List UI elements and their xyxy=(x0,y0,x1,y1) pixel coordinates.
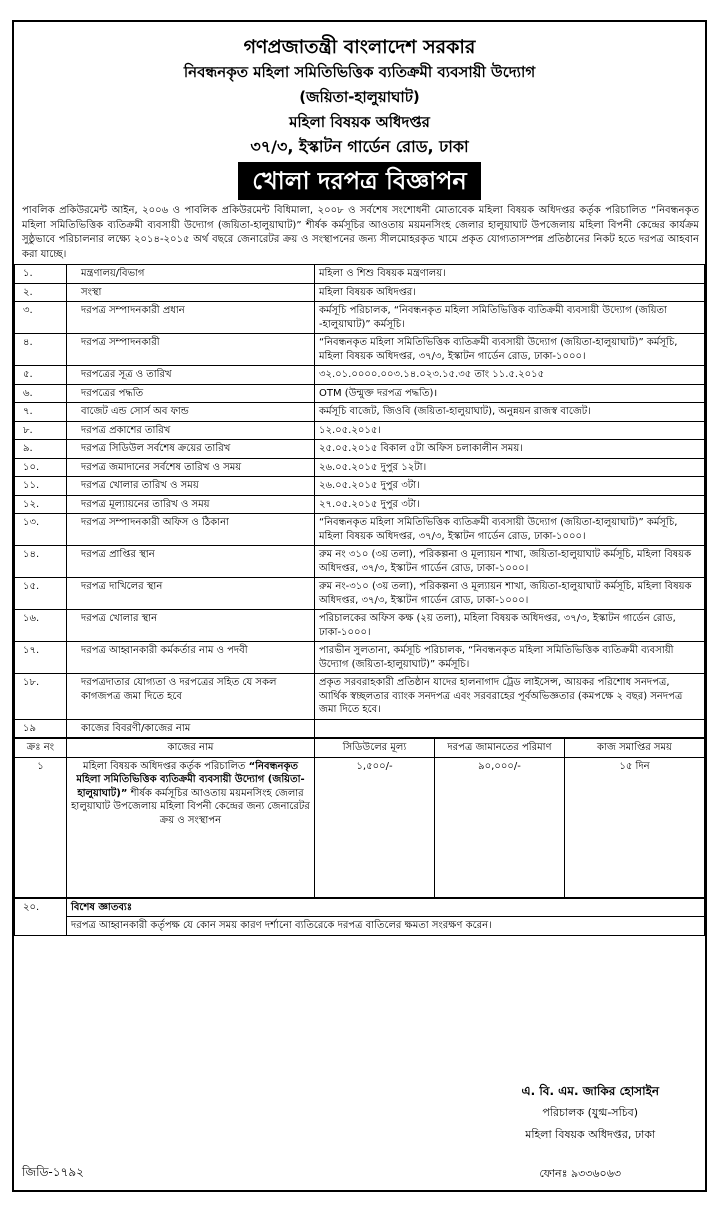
row-label: দরপত্র প্রকাশের তারিখ xyxy=(67,421,315,440)
signatory-name: এ. বি. এম. জাকির হোসাইন xyxy=(521,1084,659,1098)
detail-row xyxy=(15,546,705,578)
row-label: দরপত্র সম্পাদনকারী xyxy=(67,334,315,366)
row-value: “নিবন্ধনকৃত মহিলা সমিতিভিত্তিক ব্যতিক্রমী ব্যবসায়ী উদ্যোগ (জয়িতা-হালুয়াঘাট)” কর্মসূচি, মহিলা বিষয়ক অধিদপ্তর, ৩৭/৩, ইস্কাটন গার্ডেন রোড, ঢাকা-১০০০। xyxy=(315,334,705,366)
project-location: (জয়িতা-হালুয়াঘাট) xyxy=(299,88,420,106)
detail-row xyxy=(15,421,705,440)
detail-row xyxy=(15,384,705,403)
work-row-completion: ১৫ দিন xyxy=(565,757,705,897)
row-number: ১. xyxy=(15,265,67,284)
row-number: ৮. xyxy=(15,421,67,440)
row-number: ৩. xyxy=(15,302,67,334)
row-label: দরপত্র সিডিউল সর্বশেষ ক্রয়ের তারিখ xyxy=(67,440,315,459)
work-header-completion: কাজ সমাপ্তির সময় xyxy=(565,739,705,758)
detail-row xyxy=(15,578,705,610)
row-number: ১১. xyxy=(15,477,67,496)
row-value: ৩২.০১.০০০০.০০৩.১৪.০২৩.১৫.৩৫ তাং ১১.৫.২০১৫ xyxy=(315,366,705,385)
row-number: ১৩. xyxy=(15,514,67,546)
intro-paragraph: পাবলিক প্রকিউরমেন্ট আইন, ২০০৬ ও পাবলিক প্রকিউরমেন্ট বিধিমালা, ২০০৮ ও সর্বশেষ সংশোধনী মোতাবেক মহিলা বিষয়ক অধিদপ্তর কর্তৃক পরিচালিত “নিবন্ধনকৃত মহিলা সমিতিভিত্তিক ব্যতিক্রমী ব্যবসায়ী উদ্যোগ (জয়িতা-হালুয়াঘাট)” শীর্ষক কর্মসূচির আওতায় ময়মনসিংহ জেলার হালুয়াঘাট উপজেলায় মহিলা বিপনী কেন্দ্রের কার্যক্রম সুষ্ঠুভাবে পরিচালনার লক্ষ্যে ২০১৪-২০১৫ অর্থ বছরে জেনারেটর ক্রয় ও সংস্থাপনের জন্য সীলমোহরকৃত খামে প্রকৃত যোগ্যতাসম্পন্ন প্রতিষ্ঠানের নিকট হতে দরপত্র আহবান করা যাচ্ছে। xyxy=(22,205,699,260)
row-value: ১২.০৫.২০১৫। xyxy=(315,421,705,440)
row-number: ১৭. xyxy=(15,642,67,674)
tender-details-table xyxy=(14,264,705,738)
work-header-name: কাজের নাম xyxy=(67,739,315,758)
row-value: ২৭.০৫.২০১৫ দুপুর ৩টা। xyxy=(315,495,705,514)
notice-banner: খোলা দরপত্র বিজ্ঞাপন xyxy=(238,162,481,200)
special-note-no: ২০. xyxy=(15,898,67,935)
work-row-schedule-price: ১,৫০০/- xyxy=(315,757,435,897)
row-label: দরপত্র মূল্যায়নের তারিখ ও সময় xyxy=(67,495,315,514)
signature-block xyxy=(521,1080,659,1146)
row-label: দরপত্র জমাদানের সর্বশেষ তারিখ ও সময় xyxy=(67,458,315,477)
row-value: ২৬.০৫.২০১৫ দুপুর ৩টা। xyxy=(315,477,705,496)
row-value: কর্মসূচি বাজেট, জিওবি (জয়িতা-হালুয়াঘাট), অনুন্নয়ন রাজস্ব বাজেট। xyxy=(315,403,705,422)
row-label: দরপত্র খোলার স্থান xyxy=(67,610,315,642)
row-number: ১৮. xyxy=(15,674,67,720)
work-header-no: ক্রঃ নং xyxy=(15,739,67,758)
row-label: দরপত্রের পদ্ধতি xyxy=(67,384,315,403)
row-value: প্রকৃত সরবরাহকারী প্রতিষ্ঠান যাদের হালনাগাদ ট্রেড লাইসেন্স, আয়কর পরিশোধ সনদপত্র, আর্থিক স্বচ্ছলতার ব্যাংক সনদপত্র এবং সরবরাহের পূর্বঅভিজ্ঞতার (কমপক্ষে ২ বছর) সনদপত্র জমা দিতে হবে। xyxy=(315,674,705,720)
detail-row xyxy=(15,477,705,496)
row-value: মহিলা ও শিশু বিষয়ক মন্ত্রণালয়। xyxy=(315,265,705,284)
work-table xyxy=(14,738,705,898)
row-number: ১৯ xyxy=(15,719,67,738)
row-label: দরপত্রদাতার যোগ্যতা ও দরপত্রের সহিত যে সকল কাগজপত্র জমা দিতে হবে xyxy=(67,674,315,720)
row-label: দরপত্র প্রাপ্তির স্থান xyxy=(67,546,315,578)
row-value: “নিবন্ধনকৃত মহিলা সমিতিভিত্তিক ব্যতিক্রমী ব্যবসায়ী উদ্যোগ (জয়িতা-হালুয়াঘাট)” কর্মসূচি, মহিলা বিষয়ক অধিদপ্তর, ৩৭/৩, ইস্কাটন গার্ডেন রোড, ঢাকা-১০০০। xyxy=(315,514,705,546)
header xyxy=(14,34,705,160)
row-number: ১০. xyxy=(15,458,67,477)
work-header-security: দরপত্র জামানতের পরিমাণ xyxy=(435,739,565,758)
detail-row xyxy=(15,514,705,546)
row-label: দরপত্র সম্পাদনকারী প্রধান xyxy=(67,302,315,334)
row-value: ২৬.০৫.২০১৫ দুপুর ১২টা। xyxy=(315,458,705,477)
row-value: ২৫.০৫.২০১৫ বিকাল ৫টা অফিস চলাকালীন সময়। xyxy=(315,440,705,459)
work-name-post: শীর্ষক কর্মসূচির আওতায় ময়মনসিংহ জেলার হালুয়াঘাট উপজেলায় মহিলা বিপনী কেন্দ্রের জন্য জেনারেটর ক্রয় ও সংস্থাপন xyxy=(71,787,310,826)
detail-row xyxy=(15,642,705,674)
row-value: পারভীন সুলতানা, কর্মসূচি পরিচালক, “নিবন্ধনকৃত মহিলা সমিতিভিত্তিক ব্যতিক্রমী ব্যবসায়ী উদ্যোগ (জয়িতা-হালুয়াঘাট)” কর্মসূচি। xyxy=(315,642,705,674)
row-number: ৬. xyxy=(15,384,67,403)
gd-code: জিডি-১৭৯২ xyxy=(22,1165,84,1179)
row-number: ১২. xyxy=(15,495,67,514)
detail-row xyxy=(15,719,705,738)
row-number: ৭. xyxy=(15,403,67,422)
special-note-table xyxy=(14,898,705,936)
detail-row xyxy=(15,674,705,720)
row-number: ১৫. xyxy=(15,578,67,610)
row-number: ১৬. xyxy=(15,610,67,642)
detail-row xyxy=(15,265,705,284)
detail-row xyxy=(15,458,705,477)
work-name-pre: মহিলা বিষয়ক অধিদপ্তর কর্তৃক পরিচালিত xyxy=(83,760,246,772)
row-label: সংস্থা xyxy=(67,283,315,302)
row-label: দরপত্র দাখিলের স্থান xyxy=(67,578,315,610)
detail-row xyxy=(15,495,705,514)
row-value: কর্মসূচি পরিচালক, “নিবন্ধনকৃত মহিলা সমিতিভিত্তিক ব্যতিক্রমী ব্যবসায়ী উদ্যোগ (জয়িতা -হালুয়াঘাট)” কর্মসূচি। xyxy=(315,302,705,334)
government-title: গণপ্রজাতন্ত্রী বাংলাদেশ সরকার xyxy=(243,36,476,58)
special-note-text: দরপত্র আহ্বানকারী কর্তৃপক্ষ যে কোন সময় কারণ দর্শানো ব্যতিরেকে দরপত্র বাতিলের ক্ষমতা সংরক্ষণ করেন। xyxy=(67,917,705,936)
row-label: দরপত্রের সূত্র ও তারিখ xyxy=(67,366,315,385)
row-label: কাজের বিবরণী/কাজের নাম xyxy=(67,719,315,738)
detail-row xyxy=(15,302,705,334)
row-number: ৯. xyxy=(15,440,67,459)
row-label: বাজেট এন্ড সোর্স অব ফান্ড xyxy=(67,403,315,422)
row-number: ১৪. xyxy=(15,546,67,578)
signatory-office: মহিলা বিষয়ক অধিদপ্তর, ঢাকা xyxy=(525,1128,656,1141)
work-row-no: ১ xyxy=(15,757,67,897)
row-label: মন্ত্রণালয়/বিভাগ xyxy=(67,265,315,284)
row-value: রুম নং-৩১০ (৩য় তলা), পরিকল্পনা ও মূল্যায়ন শাখা, জয়িতা-হালুয়াঘাট কর্মসূচি, মহিলা বিষয়ক অধিদপ্তর, ৩৭/৩, ইস্কাটন গার্ডেন রোড, ঢাকা-১০০০। xyxy=(315,578,705,610)
row-label: দরপত্র খোলার তারিখ ও সময় xyxy=(67,477,315,496)
row-value: পরিচালকের অফিস কক্ষ (২য় তলা), মহিলা বিষয়ক অধিদপ্তর, ৩৭/৩, ইস্কাটন গার্ডেন রোড, ঢাকা-১০০০। xyxy=(315,610,705,642)
department-address: ৩৭/৩, ইস্কাটন গার্ডেন রোড, ঢাকা xyxy=(250,137,469,156)
detail-row xyxy=(15,334,705,366)
row-value: মহিলা বিষয়ক অধিদপ্তর। xyxy=(315,283,705,302)
work-header-schedule: সিডিউলের মূল্য xyxy=(315,739,435,758)
detail-row xyxy=(15,283,705,302)
signatory-designation: পরিচালক (যুগ্ম-সচিব) xyxy=(542,1106,639,1119)
row-number: ৫. xyxy=(15,366,67,385)
tender-notice xyxy=(12,20,707,1192)
detail-row xyxy=(15,403,705,422)
department-name: মহিলা বিষয়ক অধিদপ্তর xyxy=(289,113,430,131)
work-row-name xyxy=(67,757,315,897)
project-title: নিবন্ধনকৃত মহিলা সমিতিভিত্তিক ব্যতিক্রমী ব্যবসায়ী উদ্যোগ xyxy=(183,63,536,81)
work-row-security: ৯০,০০০/- xyxy=(435,757,565,897)
detail-row xyxy=(15,440,705,459)
detail-row xyxy=(15,610,705,642)
detail-row xyxy=(15,366,705,385)
row-label: দরপত্র আহ্বানকারী কর্মকর্তার নাম ও পদবী xyxy=(67,642,315,674)
work-name-bold: “নিবন্ধনকৃত মহিলা সমিতিভিত্তিক ব্যতিক্রমী ব্যবসায়ী উদ্যোগ (জয়িতা-হালুয়াঘাট)” xyxy=(76,760,305,799)
row-value: OTM (উন্মুক্ত দরপত্র পদ্ধতি)। xyxy=(315,384,705,403)
special-note-title: বিশেষ জ্ঞাতব্যঃ xyxy=(67,898,705,917)
row-value: রুম নং ৩১০ (৩য় তলা), পরিকল্পনা ও মূল্যায়ন শাখা, জয়িতা-হালুয়াঘাট কর্মসূচি, মহিলা বিষয়ক অধিদপ্তর, ৩৭/৩, ইস্কাটন গার্ডেন রোড, ঢাকা-১০০০। xyxy=(315,546,705,578)
row-label: দরপত্র সম্পাদনকারী অফিস ও ঠিকানা xyxy=(67,514,315,546)
row-number: ৪. xyxy=(15,334,67,366)
row-value xyxy=(315,719,705,738)
row-number: ২. xyxy=(15,283,67,302)
phone-number: ফোনঃ ৯৩৩৬০৬৩ xyxy=(539,1167,621,1180)
